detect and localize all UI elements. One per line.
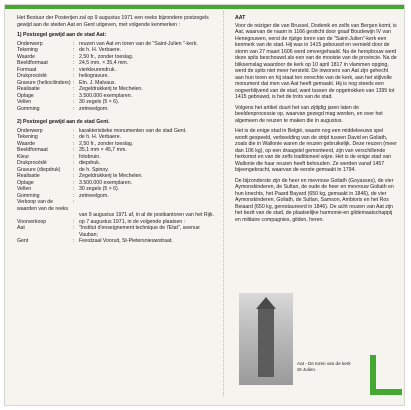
spec-value: Etn. J. Malvaux. [79,79,116,86]
spec-separator: : [73,60,75,66]
spec-key: Oplage [17,92,34,99]
intro-paragraph: Het Bestuur der Posterijen zal op 9 augustus 1971 een reeks bijzondere postzegels gewijd aan de steden Aat en Gent uitgeven, met volgende kenmerken : [17,15,209,28]
spec-value: "Institut d'enseignement technique de l'Etat", avenue Vauban; [79,225,200,238]
spec-value [79,199,217,212]
spec-value: karakteristieke monumenten van de stad Gent. [79,127,187,134]
spec-row [17,238,217,245]
spec-key: Kleur [17,153,30,160]
spec-separator: : [73,40,75,47]
spec-value: diepdruk. [79,160,101,166]
spec-value: fotobruin. [79,153,101,160]
spec-key: Beeldformaat [17,60,48,66]
spec-separator: : [73,105,75,112]
spec-separator: : [73,192,75,199]
spec-separator: : [73,147,75,153]
spec-value: van 9 augustus 1971 af, in al de postkantoren van het Rijk. [79,212,214,218]
spec-key: Formaat [17,66,37,73]
spec-value: 2,50 fr., zonder toeslag. [79,140,134,147]
spec-key: Gent [17,238,29,244]
spec-row [17,199,217,212]
spec-key: Beeldformaat [17,147,48,153]
spec-key: Gomming [17,105,40,112]
spec-key: Drukprocédé [17,73,47,79]
corner-accent-horizontal [370,389,402,395]
spec-value: 2,50 fr., zonder toeslag. [79,53,134,60]
spec-value: 30 zegels (5 × 6). [79,99,120,105]
left-column [17,15,217,245]
spec-value: reuzen van Aat en toren van de "Saint-Julien "-kerk. [79,40,198,47]
spec-separator: : [73,160,75,166]
spec-value: 24,5 mm. × 35,4 mm. [79,60,129,66]
aat-paragraph-4: De bijzonderste zijn de heer en mevrouw Goliath (Goyasses), de vier Aymonskinderen, de Sultan, de oude de heer en mevrouw Goliath en hun knechts, het Paard Bayard (650 kg, gemaakt in 1846), de vier Aymonskinderen, Goliath, de Sultan, Samson, Ambiorix en het Ros Beiaard (650 kg, gerestaureerd in 1846). De acht reuzen van Aat zijn het bezit van de stad, de plaatselijke harmonie-en gildemaatschappij en militaire compagnies, gilden, heren. [235,177,394,223]
spec-separator: : [73,99,75,105]
spec-key: Tekening [17,134,38,140]
spec-key: Drukprocédé [17,160,47,166]
spec-value: Feestzaal Vooruit, St-Pietersnieuwstraat. [79,238,173,244]
spec-separator: : [73,53,75,60]
spec-separator: : [73,173,75,179]
spec-value: op 7 augustus 1971, in de volgende plaatsen : [79,218,186,225]
spec-key: Gomming [17,192,40,199]
column-divider [223,11,224,397]
stamp1-heading: 1) Postzegel gewijd aan de stad Aat: [17,32,107,38]
spec-key: Oplage [17,179,34,186]
spec-separator: : [73,86,75,92]
stamp2-heading: 2) Postzegel gewijd aan de stad Gent. [17,119,110,125]
spec-key: Gravure (diepdruk) [17,166,61,173]
spec-key: Realisatie [17,173,40,179]
aat-paragraph-3: Het is de enige stad in België, waarin nog een middeleeuws spel wordt gespeeld, verbeelding van de strijd tussen David en Goliath, zoals die in Wallonie waren de reuzen gebruikelijk. Deze reuzen (meer dan 106 kg), op een draagstel gemonteerd, zijn van verschillende herkomst en van de zelfs traditioneel wijze. Het is de enige stad van Wallonie die haar reuzen heeft behouden. Ze werden vanaf 1457 bijeengebracht, waarvan de eerste gemaakt in 1794. [235,128,397,173]
spec-separator: : [73,127,75,134]
spec-separator: : [73,166,75,173]
spec-value: 3.500.000 exemplaren. [79,179,133,186]
spec-separator: : [73,73,75,79]
spec-key: Waarde [17,53,35,60]
spec-key: Waarde [17,140,35,147]
spec-value: 35,1 mm × 45,7 mm. [79,147,127,153]
spec-row [17,225,217,238]
spec-separator: : [73,66,75,73]
spec-value: de h. H. Verbaere. [79,47,122,53]
spec-key: Vellen [17,99,32,105]
spec-value: vierkleurendruk. [79,66,116,73]
stamp2-spec-list [17,128,217,245]
spec-key: Onderwerp [17,127,43,134]
spec-key: Gravure (heliocilinders) [17,79,71,86]
spec-value: 3.500.000 exemplaren. [79,92,133,99]
spec-key: Realisatie [17,86,40,92]
top-accent-bar [5,5,404,9]
aat-paragraph-1: Voor de reiziger die van Brussel, Dodenik en zelfs van Bergen komt, is Aat, waarvan de naam in 1166 gesticht door graaf Boudewijn IV van Henegouwen, eerst de rijzige toren van de "Saint-Julien"-kerk een kenmerk van de stad. Hij was in 1415 gebouwd en vernield door de storm van 27 maart 1606 werd omvergehaald. Na de heropbouw werd deze spits beschouwd als een van de mooiste van de provincie. Na de bliksemslag waardoor de kerk op 10 april 1817 in vlammen opging, werd de spits niet meer hersteld. De inwoners van Aat zijn gehecht aan hun toren en hij staat ten onrechte van de kerk, aan het stijlvolle monument dat men van Aat heeft gemaakt. Hij is nog steeds een oogverblijvend van de stad, want tussen de opgetrokken van 1395 tot 1415 gebouwd, is het de trots van de stad. [235,22,397,100]
spec-key: Tekening [17,47,38,53]
aat-paragraph-2: Volgens het artikel duurt het van zijtijdig jaren laten de beeldenprocessie op, waarvan gezegd mag worden, en over het algemeen de reuzen te maken die in augustus. [235,104,383,124]
spec-separator: : [73,238,75,244]
spec-separator: : [73,92,75,99]
spec-separator: : [73,179,75,186]
tower-silhouette [258,307,274,377]
spec-separator: : [73,79,75,86]
photo-caption: Aat - De toren van de kerk St-Julien. [297,361,351,372]
spec-separator: : [73,225,75,231]
spec-separator: : [73,140,75,147]
spec-value: 30 zegels (5 × 6). [79,186,120,192]
stamp1-spec-list [17,41,217,113]
spec-value: heliogravure. [79,73,109,79]
aat-heading: AAT [235,15,246,21]
spec-separator: : [73,47,75,53]
spec-key: Verkoop van de waarden van de reeks [17,199,69,212]
spec-separator: : [73,218,75,225]
right-column [235,15,397,227]
spec-value: Zegeldrukkerij te Mechelen. [79,173,143,179]
spec-row [17,106,217,113]
spec-key: Vellen [17,186,32,192]
spec-value: zetmeelgom. [79,105,109,112]
spec-key: Onderwerp [17,40,43,47]
church-tower-photo [239,293,293,385]
spec-value: de h. Spinoy. [79,166,109,173]
spec-separator: : [73,186,75,192]
spec-value: zetmeelgom. [79,192,109,199]
page [4,4,405,406]
spec-separator: : [73,153,75,160]
spec-key: Aat [17,225,25,231]
spec-value: de h. H. Verbaere. [79,134,122,140]
spec-separator: : [73,134,75,140]
spec-key: Voorverkoop [17,218,47,225]
spec-value: Zegeldrukkerij te Mechelen. [79,86,143,92]
spec-separator: : [73,199,75,205]
